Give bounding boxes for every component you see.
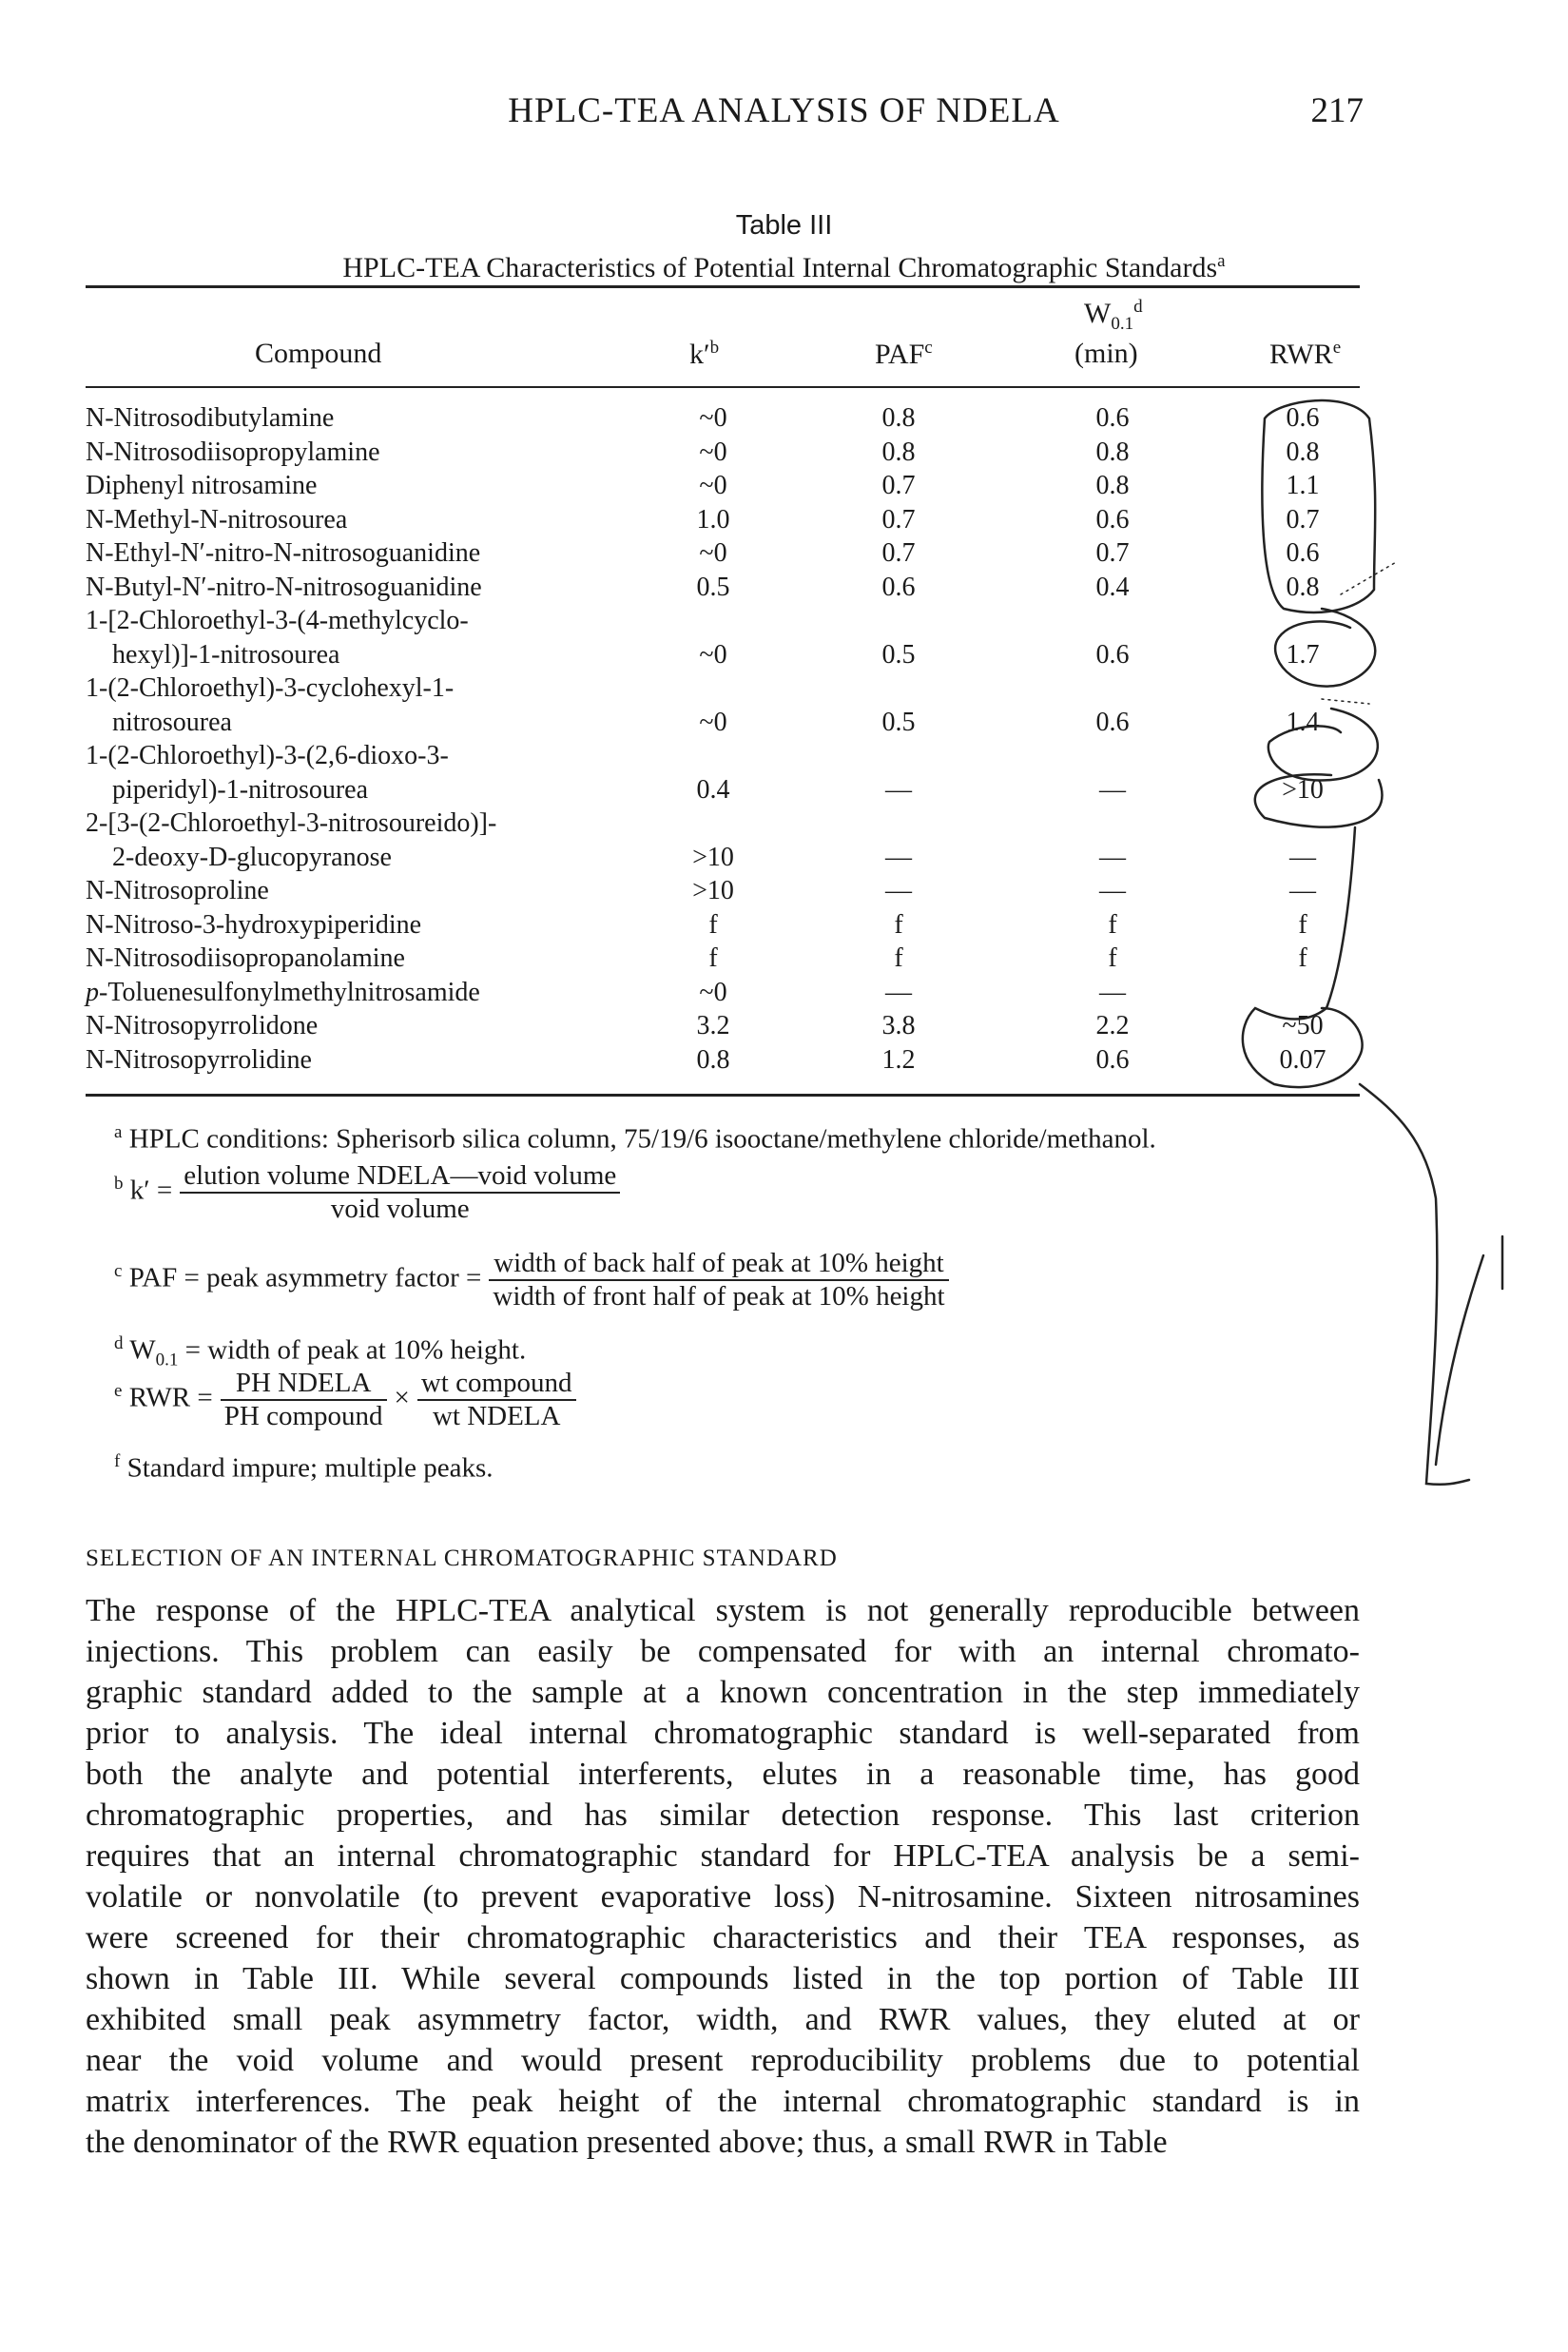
header-k (689, 338, 719, 371)
rwr-value: — (1289, 876, 1316, 905)
header-paf-mark: c (924, 338, 933, 358)
footnote-e (114, 1368, 584, 1432)
annotation-dotted-2 (1322, 699, 1369, 704)
footnote-d-lhs: W (129, 1334, 156, 1366)
footnote-d-sub: 0.1 (155, 1350, 179, 1370)
text-line: were screened for their chromatographic characteristics and their TEA responses, as (86, 1920, 1360, 1955)
compound-name: N-Nitrosodibutylamine (86, 403, 335, 433)
w-value: 0.4 (1095, 572, 1130, 602)
footnote-c-denominator: width of front half of peak at 10% height (493, 1281, 945, 1312)
w-value: 0.6 (1095, 1044, 1130, 1075)
compound-name: N-Nitrosodiisopropylamine (86, 437, 380, 467)
footnote-b-mark: b (114, 1174, 124, 1194)
header-rwr (1269, 338, 1341, 371)
footnote-b-numerator: elution volume NDELA—void volume (180, 1160, 620, 1194)
paf-value: — (885, 774, 912, 805)
k-value: ~0 (699, 403, 727, 433)
table-title (0, 243, 1568, 286)
rwr-value: 1.4 (1286, 707, 1320, 737)
compound-name: p-Toluenesulfonylmethylnitrosamide (86, 977, 480, 1007)
annotation-tail (1360, 1084, 1469, 1485)
w-value: 2.2 (1095, 1011, 1130, 1040)
paf-value: 0.7 (881, 504, 916, 535)
header-w-sub: 0.1 (1111, 314, 1134, 334)
table-caption (0, 207, 1568, 286)
footnote-e-mark: e (114, 1381, 123, 1401)
footnote-e-lhs: RWR = (128, 1382, 213, 1413)
header-w-mark: d (1133, 297, 1143, 317)
compound-name: N-Nitrosopyrrolidine (86, 1044, 312, 1075)
k-value: >10 (692, 842, 734, 872)
k-value: 0.5 (696, 572, 730, 602)
k-value: >10 (692, 876, 734, 905)
footnote-c-lhs: PAF = peak asymmetry factor = (128, 1262, 482, 1293)
header-w (1084, 297, 1143, 335)
footnote-e-numerator-2: wt compound (417, 1368, 576, 1401)
w-value: — (1099, 977, 1126, 1007)
compound-name: hexyl)]-1-nitrosourea (112, 639, 340, 670)
footnote-a-text: HPLC conditions: Spherisorb silica column, 75/19/6 isooctane/methylene chloride/methanol. (128, 1123, 1156, 1155)
rwr-value: ~50 (1282, 1011, 1324, 1040)
footnote-d (114, 1333, 526, 1370)
compound-name: 1-(2-Chloroethyl)-3-cyclohexyl-1- (86, 673, 455, 703)
table-header (86, 295, 1360, 380)
compound-name: N-Nitrosopyrrolidone (86, 1011, 319, 1040)
header-k-mark: b (709, 338, 720, 358)
table-bottom-rule (86, 1094, 1360, 1097)
compound-name: Diphenyl nitrosamine (86, 471, 318, 500)
header-compound: Compound (255, 338, 382, 369)
k-value: 3.2 (696, 1011, 730, 1040)
w-value: 0.8 (1095, 471, 1130, 500)
k-value: ~0 (699, 437, 727, 467)
compound-name: 2-deoxy-D-glucopyranose (112, 842, 392, 872)
compound-name: N-Nitroso-3-hydroxypiperidine (86, 909, 422, 940)
compound-name: nitrosourea (112, 707, 232, 737)
rwr-value: — (1289, 842, 1316, 872)
text-line: the denominator of the RWR equation presented above; thus, a small RWR in Table (86, 2125, 1168, 2160)
compound-name: N-Butyl-N′-nitro-N-nitrosoguanidine (86, 572, 482, 602)
header-w-text: W (1084, 298, 1112, 329)
k-value: ~0 (699, 471, 727, 500)
w-value: — (1099, 842, 1126, 872)
footnote-f-mark: f (114, 1451, 121, 1471)
rwr-value: 0.7 (1286, 504, 1320, 535)
table-label: Table III (735, 210, 833, 241)
running-title: HPLC-TEA ANALYSIS OF NDELA (508, 91, 1060, 130)
w-value: 0.6 (1095, 403, 1130, 433)
footnote-c-numerator: width of back half of peak at 10% height (489, 1248, 948, 1281)
paf-value: 3.8 (881, 1011, 916, 1040)
k-value: 0.8 (696, 1044, 730, 1075)
footnote-c-fraction (489, 1248, 948, 1312)
k-value: ~0 (699, 538, 727, 568)
table-top-rule (86, 285, 1360, 288)
w-value: f (1108, 943, 1117, 973)
table-title-footnote-mark: a (1217, 251, 1226, 271)
paf-value: f (894, 943, 903, 973)
w-value: 0.7 (1095, 538, 1130, 568)
page-number: 217 (1310, 91, 1364, 130)
paf-value: 0.5 (881, 707, 916, 737)
footnote-e-fraction-2 (417, 1368, 576, 1432)
footnote-f (114, 1451, 494, 1485)
w-value: 0.6 (1095, 707, 1130, 737)
w-value: 0.6 (1095, 639, 1130, 670)
w-value: 0.6 (1095, 504, 1130, 535)
k-value: 1.0 (696, 504, 730, 535)
paf-value: — (885, 842, 912, 872)
footnote-a (114, 1122, 1156, 1156)
header-rwr-mark: e (1332, 338, 1342, 358)
compound-name: N-Methyl-N-nitrosourea (86, 504, 348, 535)
rwr-value: 0.8 (1286, 437, 1320, 467)
compound-name: N-Nitrosodiisopropanolamine (86, 943, 405, 973)
rwr-value: 0.6 (1286, 538, 1320, 568)
footnote-c-mark: c (114, 1261, 123, 1281)
header-rwr-text: RWR (1269, 339, 1333, 370)
paf-value: — (885, 977, 912, 1007)
footnote-d-text: = width of peak at 10% height. (184, 1334, 527, 1366)
text-line: volatile or nonvolatile (to prevent evaporative loss) N-nitrosamine. Sixteen nitrosamines (86, 1879, 1360, 1915)
section-heading: SELECTION OF AN INTERNAL CHROMATOGRAPHIC STANDARD (86, 1545, 838, 1571)
paf-value: 0.7 (881, 538, 916, 568)
footnote-b-denominator: void volume (330, 1194, 470, 1224)
w-value: f (1108, 909, 1117, 940)
text-line: exhibited small peak asymmetry factor, width, and RWR values, they eluted at or (86, 2002, 1360, 2037)
text-line: requires that an internal chromatographic standard for HPLC-TEA analysis be a semi- (86, 1838, 1360, 1874)
text-line: graphic standard added to the sample at a known concentration in the step immediately (86, 1675, 1360, 1710)
rwr-value: 0.07 (1279, 1044, 1326, 1075)
paf-value: 0.5 (881, 639, 916, 670)
k-value: ~0 (699, 977, 727, 1007)
footnote-e-fraction-1 (221, 1368, 387, 1432)
w-value: 0.8 (1095, 437, 1130, 467)
compound-name: 1-[2-Chloroethyl-3-(4-methylcyclo- (86, 606, 469, 635)
w-value: — (1099, 876, 1126, 905)
rwr-value: >10 (1282, 774, 1324, 805)
table-title-text: HPLC-TEA Characteristics of Potential Internal Chromatographic Standards (342, 252, 1218, 283)
text-line: chromatographic properties, and has similar detection response. This last criterion (86, 1798, 1360, 1833)
header-paf-text: PAF (875, 339, 925, 370)
rwr-value: 1.7 (1286, 639, 1320, 670)
paf-value: 1.2 (881, 1044, 916, 1075)
w-value: — (1099, 774, 1126, 805)
table-header-rule (86, 386, 1360, 388)
paf-value: f (894, 909, 903, 940)
paf-value: — (885, 876, 912, 905)
footnote-b-fraction (180, 1160, 620, 1225)
rwr-value: f (1298, 943, 1307, 973)
k-value: ~0 (699, 707, 727, 737)
compound-name: piperidyl)-1-nitrosourea (112, 774, 369, 805)
header-w-unit: (min) (1074, 338, 1138, 369)
header-k-text: k′ (689, 339, 710, 370)
footnote-e-denominator-1: PH compound (223, 1401, 383, 1431)
footnote-a-mark: a (114, 1122, 123, 1142)
compound-name: 2-[3-(2-Chloroethyl-3-nitrosoureido)]- (86, 808, 497, 838)
footnote-d-mark: d (114, 1333, 124, 1353)
footnote-f-text: Standard impure; multiple peaks. (126, 1452, 494, 1484)
header-paf (875, 338, 933, 371)
footnote-e-times: × (394, 1382, 410, 1413)
text-line: matrix interferences. The peak height of the internal chromatographic standard is in (86, 2084, 1360, 2119)
footnote-e-denominator-2: wt NDELA (432, 1401, 561, 1431)
text-line: near the void volume and would present reproducibility problems due to potential (86, 2043, 1360, 2078)
text-line: shown in Table III. While several compounds listed in the top portion of Table III (86, 1961, 1360, 1996)
paf-value: 0.8 (881, 437, 916, 467)
body-paragraph (86, 1590, 1360, 2163)
rwr-value: 1.1 (1286, 471, 1320, 500)
k-value: f (708, 943, 718, 973)
text-line: injections. This problem can easily be compensated for with an internal chromato- (86, 1634, 1360, 1669)
k-value: f (708, 909, 718, 940)
compound-name: N-Ethyl-N′-nitro-N-nitrosoguanidine (86, 538, 481, 568)
compound-name: 1-(2-Chloroethyl)-3-(2,6-dioxo-3- (86, 741, 449, 770)
rwr-value: 0.6 (1286, 403, 1320, 433)
text-line: both the analyte and potential interferents, elutes in a reasonable time, has good (86, 1757, 1360, 1792)
paf-value: 0.7 (881, 471, 916, 500)
rwr-value: f (1298, 909, 1307, 940)
footnote-e-numerator-1: PH NDELA (221, 1368, 387, 1401)
annotation-margin-mark (1436, 1255, 1483, 1465)
k-value: ~0 (699, 639, 727, 670)
paf-value: 0.8 (881, 403, 916, 433)
rwr-value: 0.8 (1286, 572, 1320, 602)
compound-name: N-Nitrosoproline (86, 876, 269, 905)
text-line: The response of the HPLC-TEA analytical system is not generally reproducible between (86, 1593, 1360, 1628)
running-head (0, 90, 1568, 138)
footnote-b-lhs: k′ = (129, 1175, 173, 1206)
k-value: 0.4 (696, 774, 730, 805)
footnote-b (114, 1160, 628, 1225)
text-line: prior to analysis. The ideal internal chromatographic standard is well-separated from (86, 1716, 1360, 1751)
footnote-c (114, 1248, 957, 1312)
paf-value: 0.6 (881, 572, 916, 602)
